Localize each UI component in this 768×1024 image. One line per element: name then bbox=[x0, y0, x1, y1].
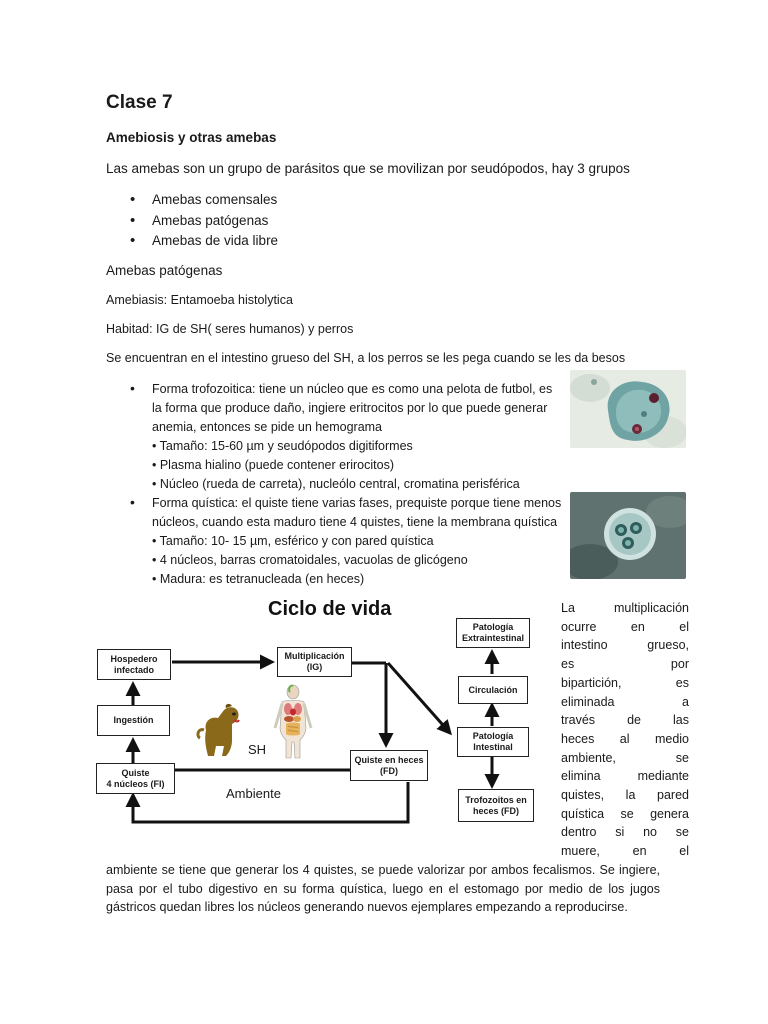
closing-paragraph bbox=[106, 861, 660, 917]
amebiasis-line: Amebiasis: Entamoeba histolytica bbox=[106, 293, 293, 307]
side-line: quística se genera bbox=[561, 806, 689, 821]
quiste-line: Forma quística: el quiste tiene varias fases, prequiste porque tiene menos bbox=[152, 496, 562, 510]
list-item: • Amebas patógenas bbox=[130, 213, 278, 234]
side-line: La multiplicación bbox=[561, 601, 689, 615]
side-line: ambiente, se bbox=[561, 750, 689, 765]
list-item: • Amebas de vida libre bbox=[130, 233, 278, 254]
trofo-line: Forma trofozoitica: tiene un núcleo que es como una pelota de futbol, es bbox=[152, 382, 553, 396]
intro-text: Las amebas son un grupo de parásitos que se movilizan por seudópodos, hay 3 grupos bbox=[106, 161, 630, 176]
trofo-sub-item: • Tamaño: 15-60 µm y seudópodos digitiformes bbox=[152, 439, 413, 453]
trofo-line: anemia, entonces se pide un hemograma bbox=[152, 420, 383, 434]
hospedero-infectado-box: Hospedero infectado bbox=[97, 649, 171, 680]
trofo-sub-item: • Plasma hialino (puede contener erirocitos) bbox=[152, 458, 394, 472]
closing-line: ambiente se tiene que generar los 4 quistes, se puede valorizar por ambos fecalismos. Se ingiere, bbox=[106, 863, 660, 877]
bullet-icon: • bbox=[130, 380, 135, 396]
side-line: dentro si no se bbox=[561, 825, 689, 840]
side-line: intestino grueso, bbox=[561, 638, 689, 653]
ambiente-label: Ambiente bbox=[226, 786, 281, 801]
trofo-line: la forma que produce daño, ingiere eritrocitos por lo que puede generar bbox=[152, 401, 548, 415]
quiste-box: Quiste 4 núcleos (FI) bbox=[96, 763, 175, 794]
quiste-line: núcleos, cuando esta maduro tiene 4 quistes, tiene la membrana quística bbox=[152, 515, 558, 529]
dog-illustration bbox=[196, 700, 244, 760]
ingestion-box: Ingestión bbox=[97, 705, 170, 736]
sh-label: SH bbox=[248, 742, 267, 757]
quiste-sub-item: • Madura: es tetranucleada (en heces) bbox=[152, 572, 365, 586]
trofo-sub-item: • Núcleo (rueda de carreta), nucleólo central, cromatina perisférica bbox=[152, 477, 520, 491]
side-line: bipartición, es bbox=[561, 675, 689, 690]
section-heading: Amebas patógenas bbox=[106, 263, 223, 278]
multiplicacion-box: Multiplicación (IG) bbox=[277, 647, 352, 677]
closing-line: gástricos quedan libres los núcleos generando nuevos ejemplares empezando a reproducirse. bbox=[106, 900, 628, 915]
quiste-heces-box: Quiste en heces (FD) bbox=[350, 750, 428, 781]
side-line: heces al medio bbox=[561, 731, 689, 746]
side-line: es por bbox=[561, 657, 689, 672]
side-line: elimina mediante bbox=[561, 769, 689, 784]
quiste-sub-item: • 4 núcleos, barras cromatoidales, vacuolas de glicógeno bbox=[152, 553, 468, 567]
side-line: eliminada a bbox=[561, 694, 689, 709]
habitat-line: Habitad: IG de SH( seres humanos) y perros bbox=[106, 322, 354, 336]
patologia-extraintestinal-box: Patología Extraintestinal bbox=[456, 618, 530, 648]
circulacion-box: Circulación bbox=[458, 676, 528, 704]
quiste-sub-item: • Tamaño: 10- 15 µm, esférico y con pared quística bbox=[152, 534, 434, 548]
side-line: muere, en el bbox=[561, 844, 689, 859]
page-title: Clase 7 bbox=[106, 92, 173, 113]
diagram-title: Ciclo de vida bbox=[268, 598, 392, 620]
closing-line: pasa por el tubo digestivo en su forma quística, luego en el estomago por medio de los jugos bbox=[106, 881, 660, 896]
location-line: Se encuentran en el intestino grueso del SH, a los perros se les pega cuando se les da besos bbox=[106, 351, 626, 365]
section-subtitle: Amebiosis y otras amebas bbox=[106, 130, 277, 145]
bullet-icon: • bbox=[130, 494, 135, 510]
patologia-intestinal-box: Patología Intestinal bbox=[457, 727, 529, 757]
side-line: través de las bbox=[561, 713, 689, 728]
side-paragraph bbox=[561, 599, 689, 861]
side-line: quistes, la pared bbox=[561, 788, 689, 803]
side-line: ocurre en el bbox=[561, 619, 689, 634]
trofozoitos-heces-box: Trofozoitos en heces (FD) bbox=[458, 789, 534, 822]
human-anatomy-illustration bbox=[272, 684, 314, 760]
list-item: • Amebas comensales bbox=[130, 192, 278, 213]
